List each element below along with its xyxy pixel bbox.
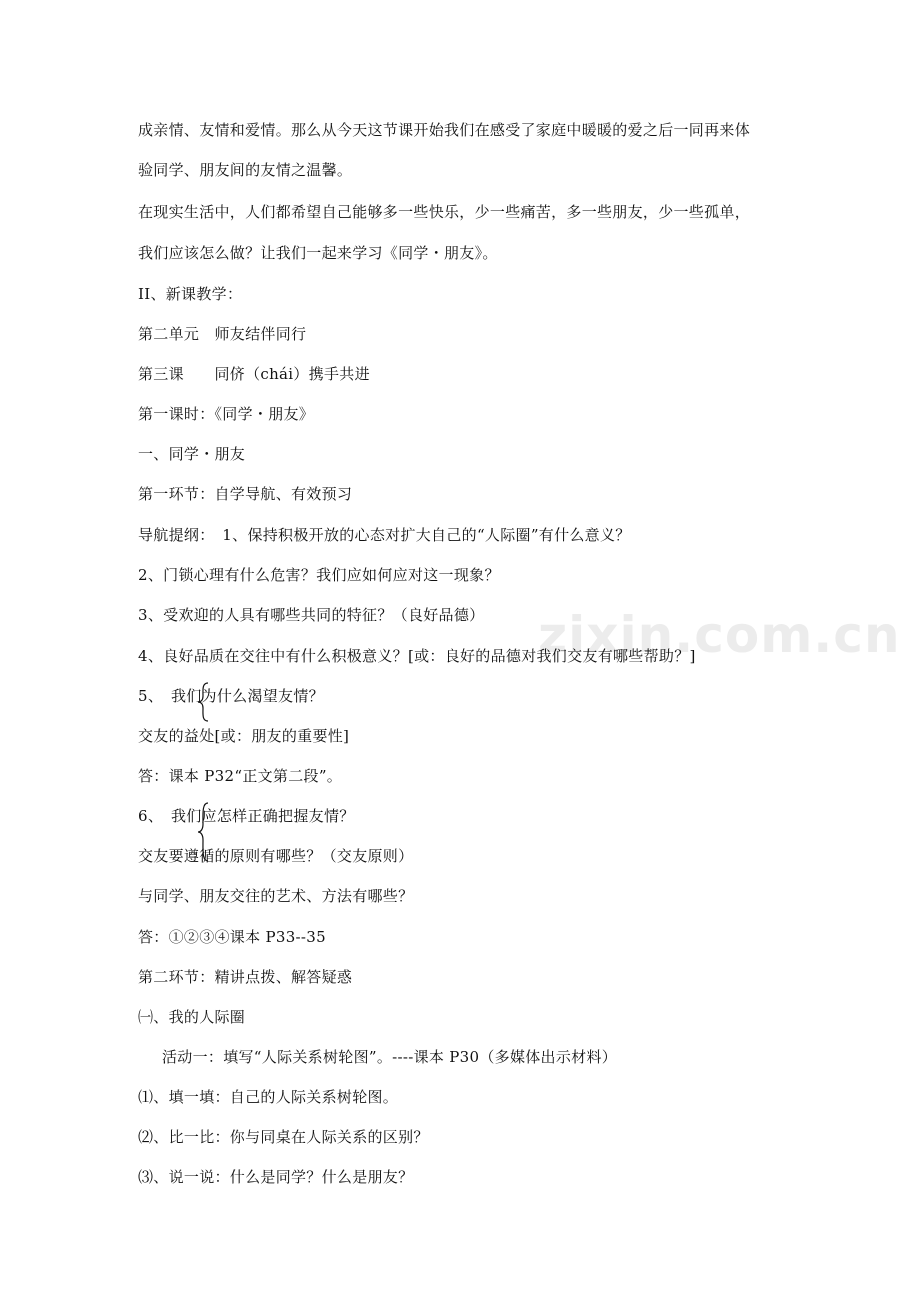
answer-line: 答：①②③④课本 P33--35 [138, 928, 326, 946]
watermark: zixin.com.cn [538, 606, 901, 664]
answer-line: 答：课本 P32“正文第二段”。 [138, 767, 343, 785]
unit-title: 第二单元 师友结伴同行 [138, 325, 307, 343]
stage-heading: 第二环节：精讲点拨、解答疑惑 [138, 968, 353, 986]
outline-item: 导航提纲： 1、保持积极开放的心态对扩大自己的“人际圈”有什么意义？ [138, 526, 631, 544]
outline-item: 4、良好品质在交往中有什么积极意义？[或：良好的品德对我们交友有哪些帮助？] [138, 647, 696, 665]
outline-item: 交友要遵循的原则有哪些？（交友原则） [138, 847, 414, 865]
activity-step: ⑵、比一比：你与同桌在人际关系的区别？ [138, 1128, 429, 1146]
outline-item: 与同学、朋友交往的艺术、方法有哪些？ [138, 887, 414, 905]
outline-item: 6、 我们应怎样正确把握友情？ [138, 807, 355, 825]
brace-icon [196, 682, 210, 722]
outline-item: 3、受欢迎的人具有哪些共同的特征？（良好品德） [138, 606, 485, 624]
paragraph-line: 验同学、朋友间的友情之温馨。 [138, 161, 353, 179]
activity-step: ⑶、说一说：什么是同学？什么是朋友？ [138, 1168, 414, 1186]
brace-icon [196, 802, 210, 862]
stage-heading: 第一环节：自学导航、有效预习 [138, 485, 353, 503]
section-heading: 一、同学・朋友 [138, 445, 246, 463]
paragraph-line: 我们应该怎么做？让我们一起来学习《同学・朋友》。 [138, 244, 498, 262]
paragraph-line: 成亲情、友情和爱情。那么从今天这节课开始我们在感受了家庭中暖暖的爱之后一同再来体 [138, 121, 751, 139]
section-heading: ㈠、我的人际圈 [138, 1008, 246, 1026]
activity-line: 活动一：填写“人际关系树轮图”。----课本 P30（多媒体出示材料） [162, 1048, 618, 1066]
paragraph-line: 在现实生活中，人们都希望自己能够多一些快乐，少一些痛苦，多一些朋友，少一些孤单， [138, 203, 751, 221]
lesson-title: 第三课 同侪（chái）携手共进 [138, 365, 370, 383]
outline-item: 5、 我们为什么渴望友情？ [138, 687, 324, 705]
class-period-title: 第一课时：《同学・朋友》 [138, 405, 315, 423]
activity-step: ⑴、填一填：自己的人际关系树轮图。 [138, 1088, 399, 1106]
section-heading: II、新课教学： [138, 285, 243, 303]
outline-item: 2、门锁心理有什么危害？我们应如何应对这一现象？ [138, 566, 500, 584]
outline-item: 交友的益处[或：朋友的重要性] [138, 727, 350, 745]
